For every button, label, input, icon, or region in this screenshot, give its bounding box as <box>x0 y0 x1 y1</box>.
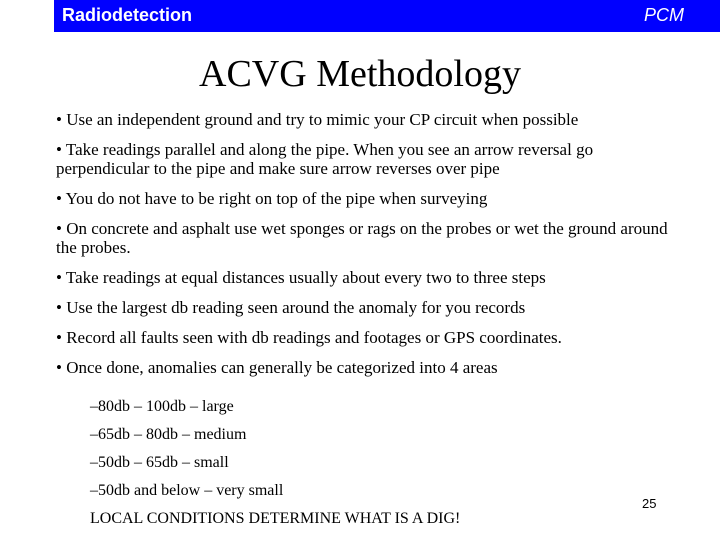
bullet-item: • You do not have to be right on top of the pipe when surveying <box>56 189 488 208</box>
category-item: –50db and below – very small <box>90 482 284 499</box>
bullet-item: • Record all faults seen with db readings and footages or GPS coordinates. <box>56 328 562 347</box>
brand-name: Radiodetection <box>62 5 193 25</box>
dig-note: LOCAL CONDITIONS DETERMINE WHAT IS A DIG! <box>90 510 461 527</box>
category-list <box>90 397 590 537</box>
bullet-item: • Take readings at equal distances usually about every two to three steps <box>56 268 546 287</box>
category-item: –80db – 100db – large <box>90 398 234 415</box>
page-number: 25 <box>642 496 657 511</box>
bullet-item: • Take readings parallel and along the pipe. When you see an arrow reversal go perpendicular to the pipe and make sure arrow reverses over pipe <box>56 140 594 178</box>
company-name: PCM <box>644 5 684 25</box>
bullet-list <box>56 110 686 388</box>
bullet-item: • Use the largest db reading seen around the anomaly for you records <box>56 298 526 317</box>
bullet-item: • Once done, anomalies can generally be categorized into 4 areas <box>56 358 498 377</box>
slide-title: ACVG Methodology <box>199 53 521 95</box>
category-item: –50db – 65db – small <box>90 454 229 471</box>
category-item: –65db – 80db – medium <box>90 426 247 443</box>
bullet-item: • On concrete and asphalt use wet sponges or rags on the probes or wet the ground around the probes. <box>56 219 668 257</box>
bullet-item: • Use an independent ground and try to mimic your CP circuit when possible <box>56 110 579 129</box>
header-bar <box>54 0 720 32</box>
